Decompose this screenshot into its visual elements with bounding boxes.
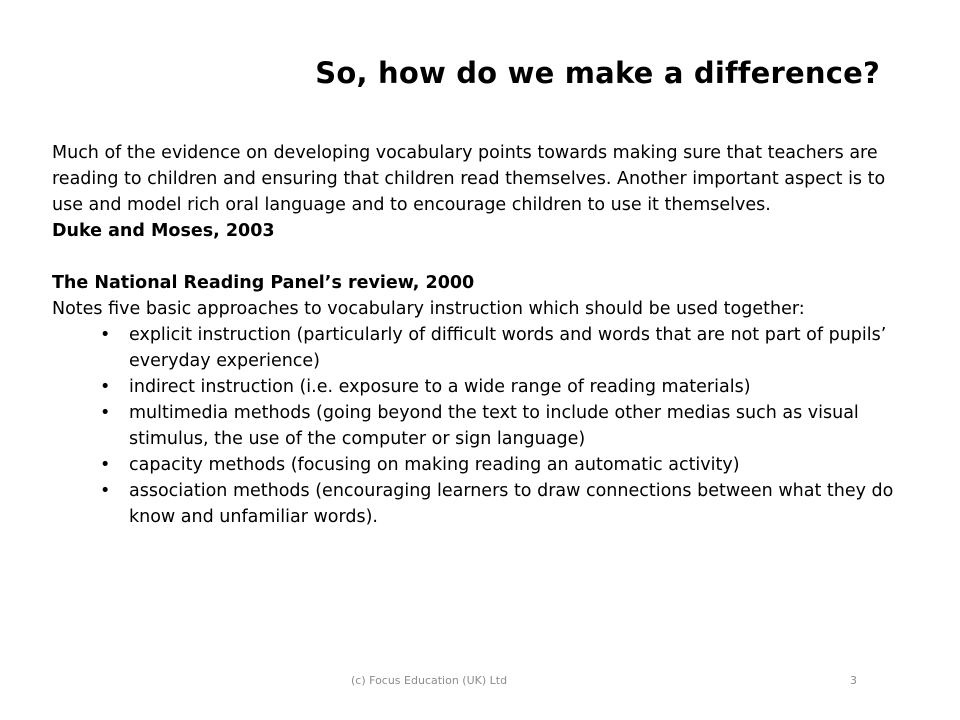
slide-body xyxy=(52,140,912,530)
slide-footer xyxy=(0,674,960,690)
bullet-icon: • xyxy=(100,403,111,423)
list-item-text: indirect instruction (i.e. exposure to a wide range of reading materials) xyxy=(129,377,751,397)
paragraph-spacer xyxy=(52,244,912,270)
page-number: 3 xyxy=(850,674,857,687)
list-item xyxy=(52,452,912,478)
bullet-icon: • xyxy=(100,455,111,475)
list-item xyxy=(52,322,912,374)
approaches-list xyxy=(52,322,912,530)
copyright-text: (c) Focus Education (UK) Ltd xyxy=(351,674,508,687)
list-item xyxy=(52,478,912,530)
review-heading: The National Reading Panel’s review, 2000 xyxy=(52,273,475,293)
list-item xyxy=(52,374,912,400)
citation: Duke and Moses, 2003 xyxy=(52,221,275,241)
slide-title: So, how do we make a difference? xyxy=(315,56,880,90)
bullet-icon: • xyxy=(100,377,111,397)
review-intro: Notes five basic approaches to vocabulary instruction which should be used together: xyxy=(52,299,805,319)
list-item-text: multimedia methods (going beyond the text to include other medias such as visual stimulus, the use of the computer or sign language) xyxy=(129,403,859,449)
list-item xyxy=(52,400,912,452)
bullet-icon: • xyxy=(100,481,111,501)
list-item-text: explicit instruction (particularly of difficult words and words that are not part of pupils’ everyday experience) xyxy=(129,325,887,371)
list-item-text: capacity methods (focusing on making reading an automatic activity) xyxy=(129,455,740,475)
bullet-icon: • xyxy=(100,325,111,345)
list-item-text: association methods (encouraging learners to draw connections between what they do know and unfamiliar words). xyxy=(129,481,894,527)
intro-paragraph: Much of the evidence on developing vocabulary points towards making sure that teachers are reading to children and ensuring that children read themselves. Another important aspect is to use and model rich oral language and to encourage children to use it themselves. xyxy=(52,143,886,215)
